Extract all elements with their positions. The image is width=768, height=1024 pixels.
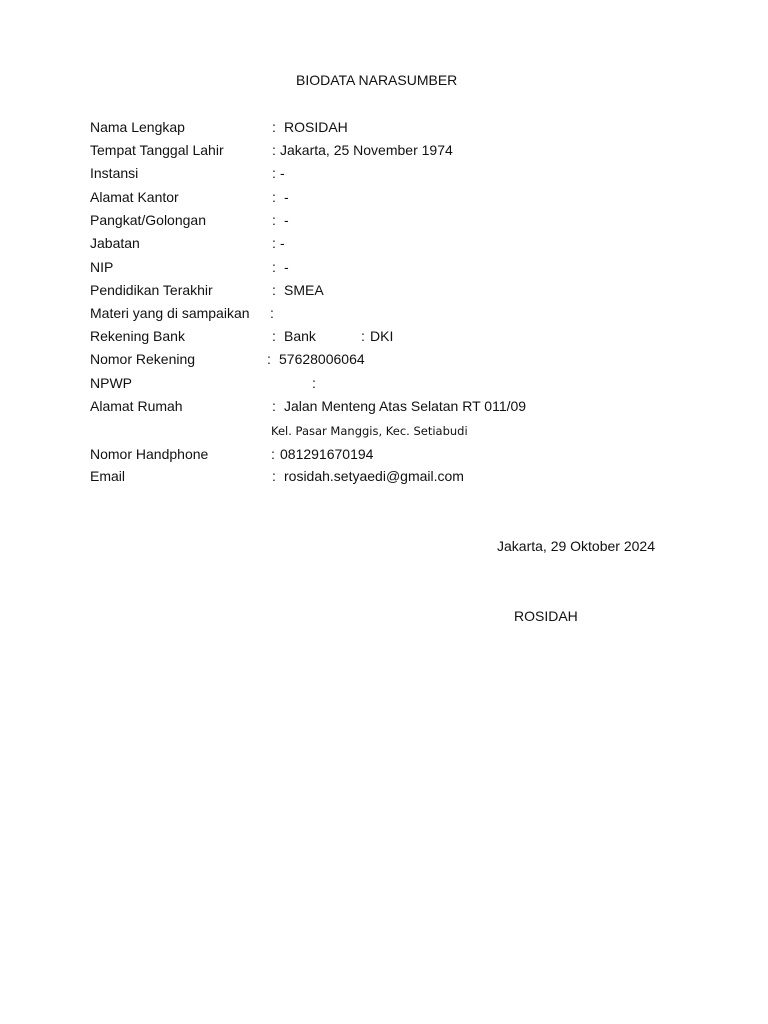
field-separator: : <box>272 142 276 158</box>
field-separator: : <box>272 468 276 484</box>
field-separator: : <box>267 351 271 367</box>
field-label-materi: Materi yang di sampaikan <box>90 305 250 321</box>
field-separator: : <box>312 375 316 391</box>
field-label-tempat-tanggal-lahir: Tempat Tanggal Lahir <box>90 142 224 158</box>
field-value-nama-lengkap: ROSIDAH <box>284 119 348 135</box>
field-value-tempat-tanggal-lahir: Jakarta, 25 November 1974 <box>280 142 453 158</box>
field-label-nomor-rekening: Nomor Rekening <box>90 351 196 367</box>
field-separator: : <box>272 328 276 344</box>
field-separator: : <box>271 446 275 462</box>
field-separator: : <box>272 189 276 205</box>
field-label-npwp: NPWP <box>90 375 132 391</box>
field-value-email: rosidah.setyaedi@gmail.com <box>284 468 464 484</box>
field-value-alamat-rumah-line2: Kel. Pasar Manggis, Kec. Setiabudi <box>271 424 468 438</box>
field-value-alamat-kantor: - <box>284 189 289 205</box>
field-label-nip: NIP <box>90 259 114 275</box>
field-separator: : <box>272 235 276 251</box>
field-value-nomor-rekening: 57628006064 <box>279 351 365 367</box>
field-separator: : <box>272 119 276 135</box>
field-value-instansi: - <box>280 165 285 181</box>
field-separator: : <box>270 305 274 321</box>
field-label-rekening-bank: Rekening Bank <box>90 328 185 344</box>
field-label-email: Email <box>90 468 126 484</box>
field-label-pangkat-golongan: Pangkat/Golongan <box>90 212 206 228</box>
field-separator: : <box>272 212 276 228</box>
place-date: Jakarta, 29 Oktober 2024 <box>497 538 655 554</box>
field-value-nip: - <box>284 259 289 275</box>
field-value-bank-name: DKI <box>370 328 394 344</box>
field-separator: : <box>272 165 276 181</box>
field-value-alamat-rumah: Jalan Menteng Atas Selatan RT 011/09 <box>284 398 527 414</box>
field-value-pangkat-golongan: - <box>284 212 289 228</box>
field-label-alamat-kantor: Alamat Kantor <box>90 189 179 205</box>
field-label-nama-lengkap: Nama Lengkap <box>90 119 185 135</box>
document-title: BIODATA NARASUMBER <box>296 72 458 88</box>
field-value-nomor-handphone: 081291670194 <box>280 446 374 462</box>
field-separator-bank-name: : <box>361 328 365 344</box>
field-value-rekening-bank: Bank <box>284 328 316 344</box>
field-label-alamat-rumah: Alamat Rumah <box>90 398 183 414</box>
field-separator: : <box>272 398 276 414</box>
field-label-nomor-handphone: Nomor Handphone <box>90 446 209 462</box>
field-separator: : <box>272 282 276 298</box>
field-label-instansi: Instansi <box>90 165 139 181</box>
signer-name: ROSIDAH <box>514 608 578 624</box>
field-label-pendidikan-terakhir: Pendidikan Terakhir <box>90 282 213 298</box>
field-separator: : <box>272 259 276 275</box>
field-label-jabatan: Jabatan <box>90 235 140 251</box>
field-value-pendidikan-terakhir: SMEA <box>284 282 324 298</box>
field-value-jabatan: - <box>280 235 285 251</box>
